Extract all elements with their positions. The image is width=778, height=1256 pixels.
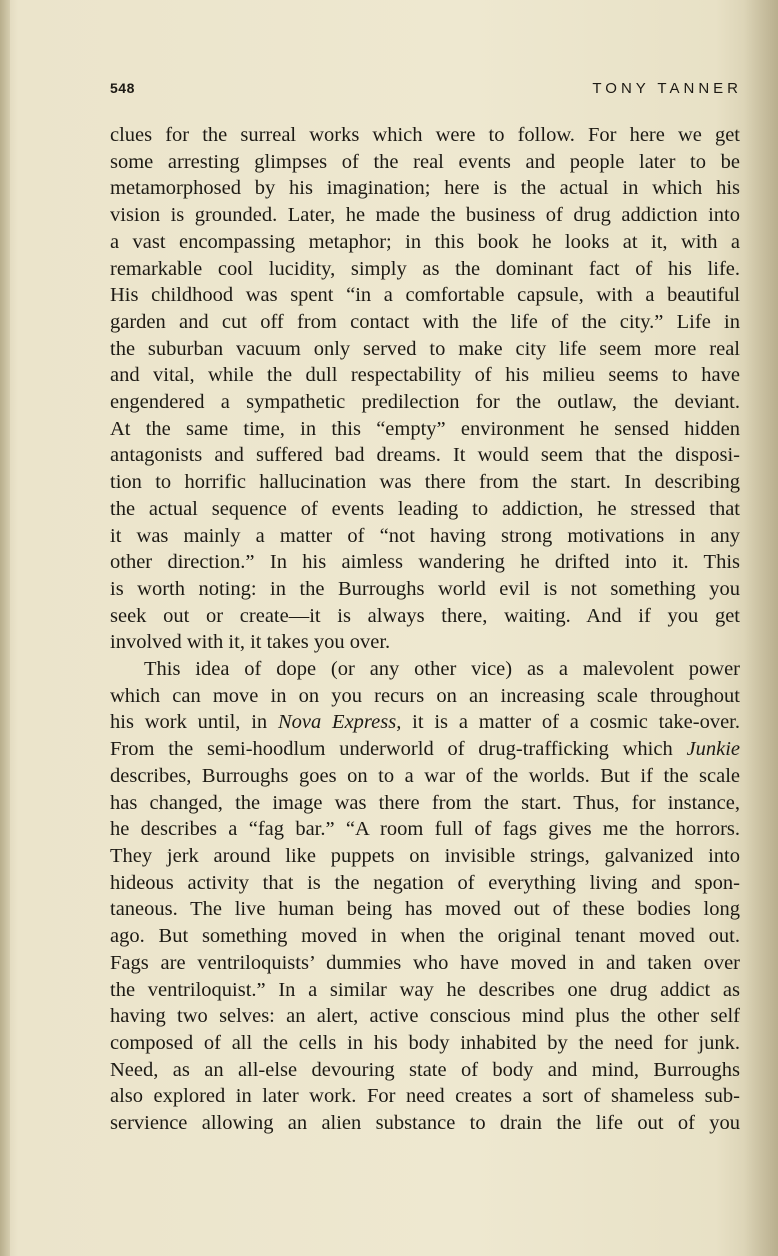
text-line: At the same time, in this “empty” environment he sensed hidden [110,417,740,440]
text-line: the actual sequence of events leading to addiction, he stressed that [110,497,740,520]
text-line: remarkable cool lucidity, simply as the dominant fact of his life. [110,257,740,280]
text-line: ago. But something moved in when the original tenant moved out. [110,925,740,948]
text-line: which can move in on you recurs on an increasing scale throughout [110,684,740,707]
text-line: taneous. The live human being has moved out of these bodies long [110,898,740,921]
text-line: it was mainly a matter of “not having strong motivations in any [110,524,740,547]
page-number: 548 [110,80,135,96]
page-edge-shadow [744,0,778,1256]
text-line: other direction.” In his aimless wandering he drifted into it. This [110,551,740,574]
text-line: a vast encompassing metaphor; in this book he looks at it, with a [110,230,740,253]
text-line: They jerk around like puppets on invisible strings, galvanized into [110,844,740,867]
text-line: the suburban vacuum only served to make city life seem more real [110,337,740,360]
text-line: tion to horrific hallucination was there from the start. In describing [110,471,740,494]
text-line: having two selves: an alert, active conscious mind plus the other self [110,1005,740,1028]
text-line: engendered a sympathetic predilection for the outlaw, the deviant. [110,391,740,414]
text-line: This idea of dope (or any other vice) as a malevolent power [144,658,740,681]
text-line: has changed, the image was there from the start. Thus, for instance, [110,791,740,814]
text-line: From the semi-hoodlum underworld of drug-trafficking which Junkie [110,738,740,761]
running-head [110,80,742,100]
text-line: and vital, while the dull respectability of his milieu seems to have [110,364,740,387]
text-line: composed of all the cells in his body inhabited by the need for junk. [110,1031,740,1054]
text-line: is worth noting: in the Burroughs world evil is not something you [110,577,740,600]
text-line: describes, Burroughs goes on to a war of the worlds. But if the scale [110,764,740,787]
text-line: garden and cut off from contact with the life of the city.” Life in [110,310,740,333]
text-line: vision is grounded. Later, he made the business of drug addiction into [110,204,740,227]
text-line: clues for the surreal works which were to follow. For here we get [110,124,740,146]
text-line: antagonists and suffered bad dreams. It would seem that the disposi- [110,444,740,467]
text-line: metamorphosed by his imagination; here is the actual in which his [110,177,740,200]
text-line: his work until, in Nova Express, it is a matter of a cosmic take-over. [110,711,740,734]
italic-title: Junkie [686,738,740,761]
text-line: seek out or create—it is always there, waiting. And if you get [110,604,740,627]
text-line: Fags are ventriloquists’ dummies who have moved in and taken over [110,951,740,974]
text-line: His childhood was spent “in a comfortable capsule, with a beautiful [110,284,740,307]
text-line: some arresting glimpses of the real events and people later to be [110,150,740,173]
italic-title: Nova Express, [277,711,402,734]
running-title: TONY TANNER [592,80,742,97]
body-text [110,122,740,1137]
text-line: Need, as an all-else devouring state of body and mind, Burroughs [110,1058,740,1081]
text-line: hideous activity that is the negation of everything living and spon- [110,871,740,894]
text-line: involved with it, it takes you over. [110,631,391,654]
text-line: also explored in later work. For need creates a sort of shameless sub- [110,1085,740,1108]
page-spine-edge [0,0,10,1256]
text-line: servience allowing an alien substance to drain the life out of you [110,1112,740,1135]
text-line: he describes a “fag bar.” “A room full of fags gives me the horrors. [110,818,740,841]
text-line: the ventriloquist.” In a similar way he describes one drug addict as [110,978,740,1001]
